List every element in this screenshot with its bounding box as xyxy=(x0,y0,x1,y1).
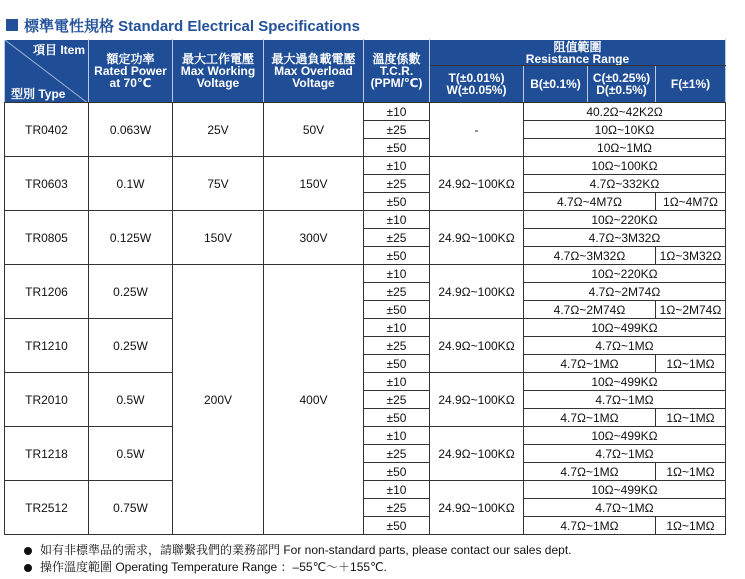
bullet-icon xyxy=(24,564,32,572)
type-cell: TR0805 xyxy=(5,211,89,265)
range-cell: 10Ω~499KΩ xyxy=(524,319,726,337)
tcr-cell: ±25 xyxy=(364,337,430,355)
type-cell: TR1218 xyxy=(5,427,89,481)
range-cell: 4.7Ω~1MΩ xyxy=(524,337,726,355)
table-row xyxy=(5,373,726,391)
tcr-cell: ±50 xyxy=(364,355,430,373)
tol-tw-cell: 24.9Ω~100KΩ xyxy=(430,427,524,481)
table-row xyxy=(5,265,726,283)
tcr-cell: ±50 xyxy=(364,301,430,319)
rated-power-cell: 0.063W xyxy=(89,103,173,157)
rated-power-cell: 0.1W xyxy=(89,157,173,211)
type-cell: TR0603 xyxy=(5,157,89,211)
range-cell: 4.7Ω~1MΩ xyxy=(524,517,656,535)
range-cell: 4.7Ω~1MΩ xyxy=(524,463,656,481)
tol-tw-cell: 24.9Ω~100KΩ xyxy=(430,157,524,211)
tcr-cell: ±25 xyxy=(364,445,430,463)
table-row xyxy=(5,481,726,499)
header-tol-b: B(±0.1%) xyxy=(524,66,588,103)
range-cell-f: 1Ω~1MΩ xyxy=(656,409,726,427)
range-cell-f: 1Ω~1MΩ xyxy=(656,517,726,535)
header-tol-tw: T(±0.01%) W(±0.05%) xyxy=(430,66,524,103)
header-max-working: 最大工作電壓 Max Working Voltage xyxy=(173,40,264,103)
max-overload-cell: 150V xyxy=(264,157,364,211)
range-cell: 4.7Ω~3M32Ω xyxy=(524,247,656,265)
range-cell: 4.7Ω~2M74Ω xyxy=(524,283,726,301)
header-max-overload: 最大過負載電壓 Max Overload Voltage xyxy=(264,40,364,103)
header-tol-f: F(±1%) xyxy=(656,66,726,103)
table-row xyxy=(5,427,726,445)
range-cell-f: 1Ω~1MΩ xyxy=(656,355,726,373)
range-cell: 4.7Ω~1MΩ xyxy=(524,499,726,517)
tol-tw-cell: 24.9Ω~100KΩ xyxy=(430,373,524,427)
range-cell: 10Ω~499KΩ xyxy=(524,427,726,445)
spec-table xyxy=(4,39,726,535)
range-cell-f: 1Ω~3M32Ω xyxy=(656,247,726,265)
rated-power-cell: 0.125W xyxy=(89,211,173,265)
tcr-cell: ±50 xyxy=(364,463,430,481)
range-cell: 10Ω~1MΩ xyxy=(524,139,726,157)
tcr-cell: ±25 xyxy=(364,283,430,301)
max-working-cell: 150V xyxy=(173,211,264,265)
tcr-cell: ±10 xyxy=(364,373,430,391)
max-working-cell: 25V xyxy=(173,103,264,157)
header-item-type xyxy=(5,40,89,103)
tcr-cell: ±50 xyxy=(364,193,430,211)
type-cell: TR1210 xyxy=(5,319,89,373)
max-overload-cell: 300V xyxy=(264,211,364,265)
tcr-cell: ±25 xyxy=(364,391,430,409)
table-row xyxy=(5,157,726,175)
range-cell: 10Ω~10KΩ xyxy=(524,121,726,139)
tcr-cell: ±10 xyxy=(364,481,430,499)
rated-power-cell: 0.75W xyxy=(89,481,173,535)
range-cell: 10Ω~220KΩ xyxy=(524,211,726,229)
tcr-cell: ±50 xyxy=(364,247,430,265)
tcr-cell: ±50 xyxy=(364,409,430,427)
range-cell: 4.7Ω~332KΩ xyxy=(524,175,726,193)
header-tcr: 溫度係數 T.C.R. (PPM/℃) xyxy=(364,40,430,103)
tcr-cell: ±10 xyxy=(364,103,430,121)
tol-tw-cell: 24.9Ω~100KΩ xyxy=(430,265,524,319)
range-cell: 4.7Ω~4M7Ω xyxy=(524,193,656,211)
tcr-cell: ±25 xyxy=(364,175,430,193)
header-item: 項目 Item xyxy=(32,43,85,57)
table-row xyxy=(5,319,726,337)
type-cell: TR2010 xyxy=(5,373,89,427)
tcr-cell: ±10 xyxy=(364,427,430,445)
tcr-cell: ±25 xyxy=(364,121,430,139)
header-tol-cd: C(±0.25%) D(±0.5%) xyxy=(588,66,656,103)
rated-power-cell: 0.25W xyxy=(89,319,173,373)
range-cell: 4.7Ω~1MΩ xyxy=(524,391,726,409)
title-text: 標準電性規格 Standard Electrical Specifications xyxy=(24,17,360,35)
section-title xyxy=(6,14,360,36)
title-square-icon xyxy=(6,19,18,31)
tol-tw-cell: 24.9Ω~100KΩ xyxy=(430,211,524,265)
max-working-cell: 75V xyxy=(173,157,264,211)
range-cell: 4.7Ω~3M32Ω xyxy=(524,229,726,247)
header-type: 型別 Type xyxy=(11,87,66,101)
type-cell: TR0402 xyxy=(5,103,89,157)
range-cell: 40.2Ω~42K2Ω xyxy=(524,103,726,121)
range-cell: 4.7Ω~1MΩ xyxy=(524,409,656,427)
tcr-cell: ±10 xyxy=(364,265,430,283)
range-cell: 4.7Ω~2M74Ω xyxy=(524,301,656,319)
tcr-cell: ±50 xyxy=(364,517,430,535)
tol-tw-cell: 24.9Ω~100KΩ xyxy=(430,481,524,535)
max-overload-cell: 50V xyxy=(264,103,364,157)
max-overload-cell: 400V xyxy=(264,265,364,535)
table-row xyxy=(5,211,726,229)
range-cell: 10Ω~499KΩ xyxy=(524,373,726,391)
rated-power-cell: 0.25W xyxy=(89,265,173,319)
bullet-icon xyxy=(24,547,32,555)
notes xyxy=(24,542,572,576)
type-cell: TR2512 xyxy=(5,481,89,535)
tol-tw-cell: 24.9Ω~100KΩ xyxy=(430,319,524,373)
tcr-cell: ±10 xyxy=(364,319,430,337)
tcr-cell: ±10 xyxy=(364,211,430,229)
range-cell-f: 1Ω~1MΩ xyxy=(656,463,726,481)
range-cell: 4.7Ω~1MΩ xyxy=(524,355,656,373)
range-cell-f: 1Ω~4M7Ω xyxy=(656,193,726,211)
tcr-cell: ±25 xyxy=(364,499,430,517)
range-cell: 4.7Ω~1MΩ xyxy=(524,445,726,463)
header-rated-power: 額定功率 Rated Power at 70℃ xyxy=(89,40,173,103)
note-line: 如有非標準品的需求，請聯繫我們的業務部門 For non-standard parts, please contact our sales dept. xyxy=(24,542,572,559)
rated-power-cell: 0.5W xyxy=(89,427,173,481)
note-line: 操作溫度範圍 Operating Temperature Range ：–55℃～＋155℃. xyxy=(24,559,572,576)
range-cell-f: 1Ω~2M74Ω xyxy=(656,301,726,319)
tcr-cell: ±25 xyxy=(364,229,430,247)
max-working-cell: 200V xyxy=(173,265,264,535)
range-cell: 10Ω~499KΩ xyxy=(524,481,726,499)
header-resistance-range: 阻值範圍 Resistance Range xyxy=(430,40,726,66)
rated-power-cell: 0.5W xyxy=(89,373,173,427)
tcr-cell: ±50 xyxy=(364,139,430,157)
range-cell: 10Ω~100KΩ xyxy=(524,157,726,175)
table-row xyxy=(5,103,726,121)
range-cell: 10Ω~220KΩ xyxy=(524,265,726,283)
tol-tw-cell: - xyxy=(430,103,524,157)
type-cell: TR1206 xyxy=(5,265,89,319)
tcr-cell: ±10 xyxy=(364,157,430,175)
